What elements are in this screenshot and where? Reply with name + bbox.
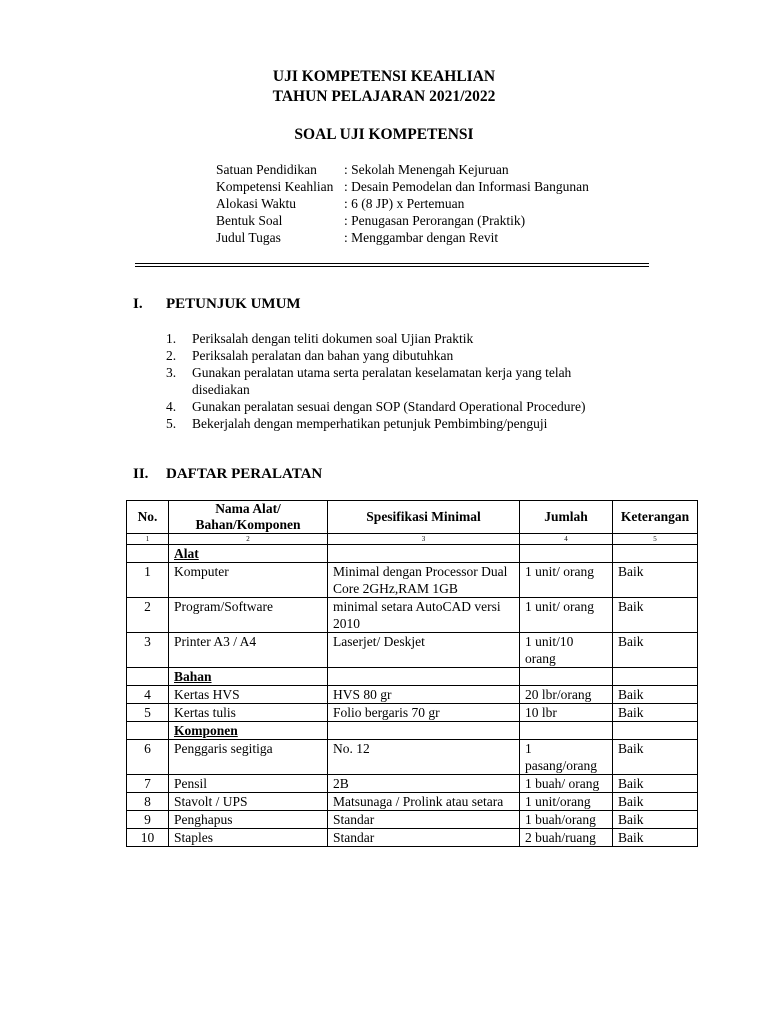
cell-keterangan: Baik	[613, 775, 698, 793]
cell-no: 4	[127, 686, 169, 704]
header-spesifikasi: Spesifikasi Minimal	[328, 501, 520, 534]
header-keterangan: Keterangan	[613, 501, 698, 534]
list-item	[166, 364, 616, 398]
cell-spesifikasi: Standar	[328, 829, 520, 847]
cell-nama: Penghapus	[169, 811, 328, 829]
cell-no: 2	[127, 598, 169, 633]
group-label-bahan: Bahan	[169, 668, 328, 686]
header-jumlah: Jumlah	[520, 501, 613, 534]
cell-jumlah: 1 pasang/orang	[520, 740, 613, 775]
cell-spesifikasi: Folio bergaris 70 gr	[328, 704, 520, 722]
section-title: DAFTAR PERALATAN	[166, 466, 323, 482]
table-row	[127, 704, 698, 722]
list-number: 1.	[166, 331, 177, 346]
list-text: Periksalah peralatan dan bahan yang dibutuhkan	[192, 348, 454, 363]
meta-label: Bentuk Soal	[216, 213, 283, 228]
table-row	[127, 598, 698, 633]
list-number: 2.	[166, 348, 177, 363]
cell-nama: Stavolt / UPS	[169, 793, 328, 811]
cell-spesifikasi: Laserjet/ Deskjet	[328, 633, 520, 668]
cell-keterangan: Baik	[613, 633, 698, 668]
cell-no: 1	[127, 563, 169, 598]
header-nama: Nama Alat/ Bahan/Komponen	[169, 501, 328, 534]
table-row	[127, 811, 698, 829]
cell-jumlah: 20 lbr/orang	[520, 686, 613, 704]
section-title: PETUNJUK UMUM	[166, 296, 301, 312]
list-number: 4.	[166, 399, 177, 414]
cell-keterangan: Baik	[613, 811, 698, 829]
column-index: 1	[127, 534, 169, 545]
cell-spesifikasi: HVS 80 gr	[328, 686, 520, 704]
meta-row	[216, 195, 589, 212]
list-number: 5.	[166, 416, 177, 431]
header-no: No.	[127, 501, 169, 534]
list-text: Periksalah dengan teliti dokumen soal Ujian Praktik	[192, 331, 474, 346]
cell-keterangan: Baik	[613, 704, 698, 722]
header-title-3: SOAL UJI KOMPETENSI	[294, 126, 474, 143]
meta-value: : 6 (8 JP) x Pertemuan	[344, 196, 465, 211]
cell-spesifikasi: Matsunaga / Prolink atau setara	[328, 793, 520, 811]
column-index-row	[127, 534, 698, 545]
meta-value: : Menggambar dengan Revit	[344, 230, 499, 245]
meta-row	[216, 212, 589, 229]
cell-nama: Pensil	[169, 775, 328, 793]
group-label-alat: Alat	[169, 545, 328, 563]
meta-value: : Penugasan Perorangan (Praktik)	[344, 213, 526, 228]
cell-jumlah: 1 buah/ orang	[520, 775, 613, 793]
table-row	[127, 686, 698, 704]
meta-label: Satuan Pendidikan	[216, 162, 317, 177]
cell-keterangan: Baik	[613, 686, 698, 704]
cell-no: 5	[127, 704, 169, 722]
divider-line	[135, 263, 649, 264]
cell-no: 8	[127, 793, 169, 811]
cell-nama: Staples	[169, 829, 328, 847]
group-row	[127, 668, 698, 686]
cell-spesifikasi: Minimal dengan Processor Dual Core 2GHz,RAM 1GB	[328, 563, 520, 598]
cell-keterangan: Baik	[613, 598, 698, 633]
list-text: Gunakan peralatan utama serta peralatan keselamatan kerja yang telah disediakan	[192, 365, 572, 397]
cell-no: 3	[127, 633, 169, 668]
cell-jumlah: 1 unit/ orang	[520, 598, 613, 633]
meta-row	[216, 161, 589, 178]
meta-info	[216, 161, 589, 246]
group-row	[127, 545, 698, 563]
group-label-komponen: Komponen	[169, 722, 328, 740]
table-row	[127, 633, 698, 668]
column-index: 2	[169, 534, 328, 545]
cell-jumlah: 2 buah/ruang	[520, 829, 613, 847]
cell-no: 9	[127, 811, 169, 829]
list-item	[166, 347, 616, 364]
cell-spesifikasi: Standar	[328, 811, 520, 829]
cell-keterangan: Baik	[613, 563, 698, 598]
list-text: Gunakan peralatan sesuai dengan SOP (Standard Operational Procedure)	[192, 399, 586, 414]
column-index: 3	[328, 534, 520, 545]
list-text: Bekerjalah dengan memperhatikan petunjuk Pembimbing/penguji	[192, 416, 548, 431]
meta-label: Alokasi Waktu	[216, 196, 297, 211]
cell-nama: Program/Software	[169, 598, 328, 633]
instruction-list	[166, 330, 616, 432]
table-row	[127, 775, 698, 793]
meta-value: : Sekolah Menengah Kejuruan	[344, 162, 509, 177]
group-row	[127, 722, 698, 740]
column-index: 4	[520, 534, 613, 545]
cell-nama: Penggaris segitiga	[169, 740, 328, 775]
cell-spesifikasi: 2B	[328, 775, 520, 793]
cell-no: 10	[127, 829, 169, 847]
table-row	[127, 829, 698, 847]
cell-no: 7	[127, 775, 169, 793]
table-row	[127, 793, 698, 811]
cell-jumlah: 1 unit/orang	[520, 793, 613, 811]
meta-row	[216, 178, 589, 195]
cell-spesifikasi: No. 12	[328, 740, 520, 775]
list-item	[166, 415, 616, 432]
cell-no: 6	[127, 740, 169, 775]
cell-nama: Kertas HVS	[169, 686, 328, 704]
list-item	[166, 330, 616, 347]
equipment-table	[126, 500, 698, 847]
cell-jumlah: 1 unit/10 orang	[520, 633, 613, 668]
cell-nama: Komputer	[169, 563, 328, 598]
table-header-row	[127, 501, 698, 534]
cell-keterangan: Baik	[613, 740, 698, 775]
table-row	[127, 563, 698, 598]
cell-jumlah: 1 buah/orang	[520, 811, 613, 829]
meta-row	[216, 229, 589, 246]
cell-keterangan: Baik	[613, 829, 698, 847]
cell-spesifikasi: minimal setara AutoCAD versi 2010	[328, 598, 520, 633]
list-number: 3.	[166, 365, 177, 380]
list-item	[166, 398, 616, 415]
meta-label: Judul Tugas	[216, 230, 281, 245]
column-index: 5	[613, 534, 698, 545]
header-title-1: UJI KOMPETENSI KEAHLIAN	[272, 68, 496, 85]
meta-value: : Desain Pemodelan dan Informasi Bangunan	[344, 179, 589, 194]
table-row	[127, 740, 698, 775]
cell-keterangan: Baik	[613, 793, 698, 811]
section-number: II.	[133, 466, 149, 482]
cell-jumlah: 1 unit/ orang	[520, 563, 613, 598]
divider-line	[135, 266, 649, 267]
cell-jumlah: 10 lbr	[520, 704, 613, 722]
cell-nama: Kertas tulis	[169, 704, 328, 722]
cell-nama: Printer A3 / A4	[169, 633, 328, 668]
section-number: I.	[133, 296, 143, 312]
header-title-2: TAHUN PELAJARAN 2021/2022	[272, 88, 496, 105]
meta-label: Kompetensi Keahlian	[216, 179, 334, 194]
